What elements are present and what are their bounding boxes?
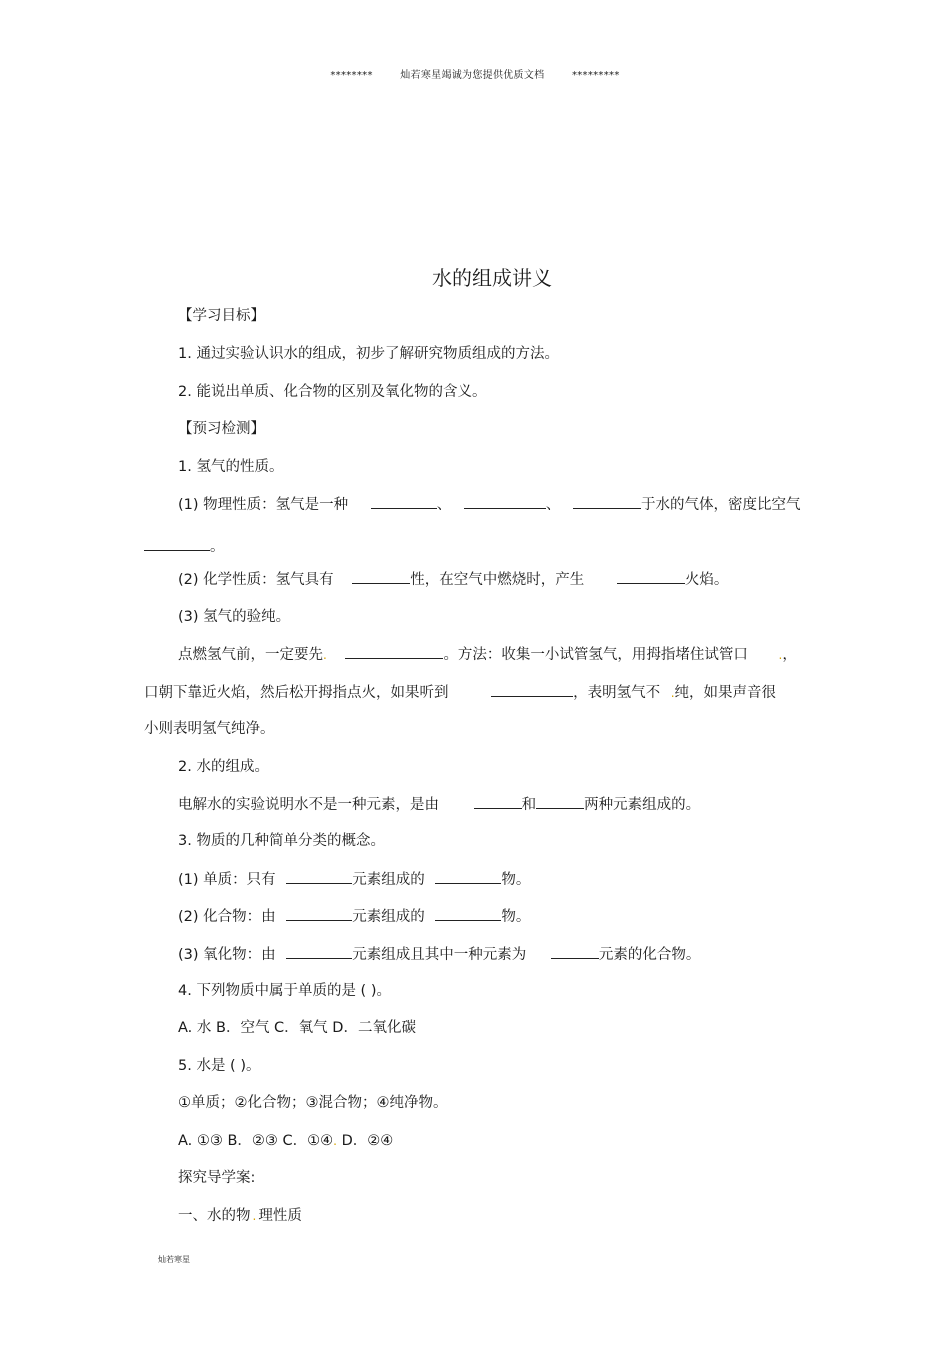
question-1-1 (178, 494, 800, 515)
header-text: 灿若寒星竭诚为您提供优质文档 (400, 70, 545, 81)
blank (371, 494, 437, 509)
question-2-text (178, 794, 700, 815)
header-stars-left: ******** (330, 70, 373, 81)
question-3-2 (178, 906, 530, 927)
explore-heading: 探究导学案: (178, 1170, 256, 1186)
question-4: 4. 下列物质中属于单质的是 ( )。 (178, 983, 391, 999)
paragraph-1: 点燃氢气前，一定要先. 。方法：收集一小试管氢气，用拇指堵住试管口 .， (178, 644, 797, 665)
question-1-3: (3) 氢气的验纯。 (178, 609, 291, 625)
goal-2: 2. 能说出单质、化合物的区别及氧化物的含义。 (178, 384, 487, 400)
question-5-items: ①单质；②化合物；③混合物；④纯净物。 (178, 1095, 448, 1111)
blank (551, 944, 599, 959)
blank (464, 494, 546, 509)
question-1-1-cont (144, 536, 225, 557)
q3-2-text-c: 物。 (501, 909, 531, 925)
q1-1-text-c: 、 (545, 497, 561, 513)
paragraph-2: 口朝下靠近火焰，然后松开拇指点火，如果听到 ，表明氢气不 .纯，如果声音很 (144, 682, 776, 703)
blank (491, 682, 573, 697)
paragraph-3: 小则表明氢气纯净。 (144, 721, 275, 737)
q5-options-a: A. ①③ B．②③ C．①④ (178, 1133, 334, 1149)
part1-text-b: 理性质 (258, 1208, 302, 1224)
q1-2-text-c: 火焰。 (684, 572, 729, 588)
q1-1-text-a: (1) 物理性质：氢气是一种 (178, 497, 349, 513)
blank (536, 794, 584, 809)
blank (345, 644, 443, 659)
q2-text-a: 电解水的实验说明水不是一种元素，是由 (178, 797, 439, 813)
p2-text-b: ，表明氢气不 (573, 685, 661, 701)
blank (144, 536, 210, 551)
p1-text-b: 。方法：收集一小试管氢气，用拇指堵住试管口 (443, 647, 748, 663)
p1-text-a: 点燃氢气前，一定要先 (178, 647, 323, 663)
question-5-options: A. ①③ B．②③ C．①④. D．②④ (178, 1133, 394, 1149)
question-5: 5. 水是 ( )。 (178, 1058, 261, 1074)
p2-text-c: 纯，如果声音很 (674, 685, 777, 701)
question-4-options: A. 水 B．空气 C．氧气 D．二氧化碳 (178, 1020, 416, 1036)
part1-text-a: 一、水的物 (178, 1208, 251, 1224)
question-3: 3. 物质的几种简单分类的概念。 (178, 833, 385, 849)
q1-2-text-b: 性，在空气中燃烧时，产生 (410, 572, 585, 588)
page-footer: 灿若寒星 (158, 1255, 190, 1264)
blank (435, 869, 501, 884)
blank (286, 869, 352, 884)
q1-2-text-a: (2) 化学性质：氢气具有 (178, 572, 334, 588)
q3-3-text-a: (3) 氧化物：由 (178, 947, 276, 963)
p2-text-a: 口朝下靠近火焰，然后松开拇指点火，如果听到 (144, 685, 449, 701)
question-3-1 (178, 869, 530, 890)
question-1: 1. 氢气的性质。 (178, 459, 284, 475)
goals-heading: 【学习目标】 (178, 308, 265, 324)
q1-1-text-e: 。 (210, 539, 225, 555)
blank (617, 569, 685, 584)
question-3-3 (178, 944, 700, 965)
p1-text-c: ， (782, 647, 797, 663)
q1-1-text-b: 、 (436, 497, 452, 513)
q2-text-b: 和 (521, 797, 537, 813)
q5-options-b: D．②④ (341, 1133, 394, 1149)
q3-2-text-b: 元素组成的 (352, 909, 425, 925)
q3-1-text-b: 元素组成的 (352, 872, 425, 888)
q3-2-text-a: (2) 化合物：由 (178, 909, 276, 925)
page-title: 水的组成讲义 (432, 266, 552, 290)
blank (352, 569, 410, 584)
blank (573, 494, 641, 509)
goal-1: 1. 通过实验认识水的组成，初步了解研究物质组成的方法。 (178, 346, 559, 362)
blank (435, 906, 501, 921)
part-1-heading: 一、水的物 . 理性质 (178, 1208, 302, 1224)
q3-1-text-c: 物。 (501, 872, 531, 888)
q3-3-text-b: 元素组成且其中一种元素为 (352, 947, 527, 963)
header-stars-right: ********* (571, 70, 620, 81)
blank (474, 794, 522, 809)
preview-heading: 【预习检测】 (178, 421, 265, 437)
q1-1-text-d: 于水的气体，密度比空气 (640, 497, 801, 513)
blank (286, 944, 352, 959)
blank (286, 906, 352, 921)
page-header (0, 66, 950, 81)
question-2: 2. 水的组成。 (178, 759, 269, 775)
q3-1-text-a: (1) 单质：只有 (178, 872, 276, 888)
q3-3-text-c: 元素的化合物。 (598, 947, 701, 963)
q2-text-c: 两种元素组成的。 (584, 797, 701, 813)
question-1-2 (178, 569, 728, 590)
